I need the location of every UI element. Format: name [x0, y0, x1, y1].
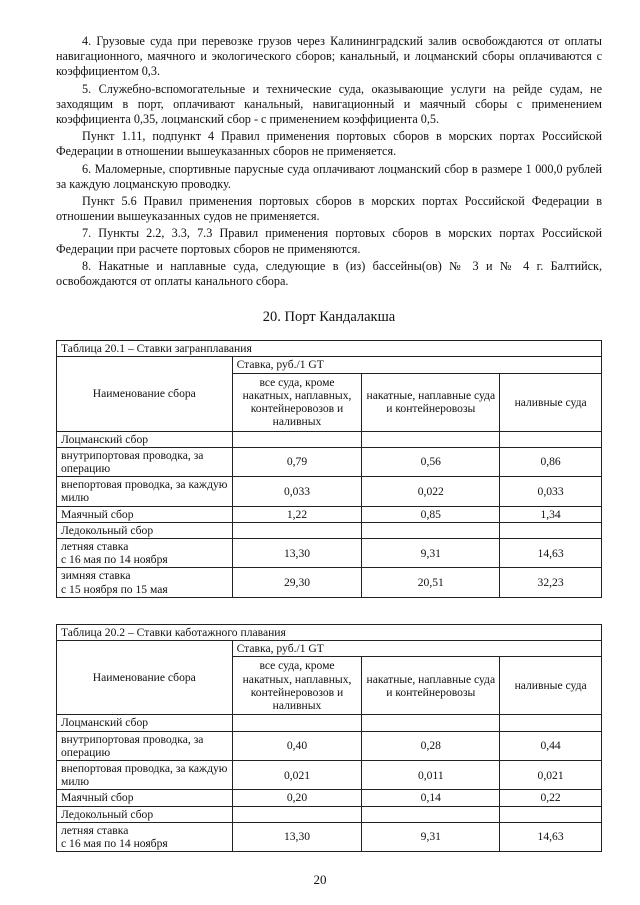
column-header-rate: Ставка, руб./1 GT — [232, 357, 601, 373]
value-tankers-cell — [500, 806, 602, 822]
value-all-vessels-cell — [232, 806, 362, 822]
value-tankers-cell: 0,22 — [500, 790, 602, 806]
value-roro-container-cell — [362, 806, 500, 822]
value-all-vessels-cell: 13,30 — [232, 539, 362, 568]
table-row — [57, 477, 602, 506]
row-name-cell: зимняя ставка с 15 ноября по 15 мая — [57, 568, 233, 597]
value-roro-container-cell: 0,14 — [362, 790, 500, 806]
paragraph-5: 5. Служебно-вспомогательные и технические суда, оказывающие услуги на рейде судам, не заходящим в порт, оплачивают канальный, навигационный и маячный сборы с применением коэффициента 0,35, лоцманский сбор - с применением коэффициента 0,5. — [56, 81, 602, 127]
row-name-cell: Ледокольный сбор — [57, 806, 233, 822]
value-roro-container-cell: 0,022 — [362, 477, 500, 506]
rates-table-foreign — [56, 340, 602, 598]
table-row — [57, 447, 602, 476]
value-roro-container-cell: 0,85 — [362, 506, 500, 522]
row-name-cell: летняя ставка с 16 мая по 14 ноября — [57, 539, 233, 568]
table-caption-row — [57, 341, 602, 357]
value-all-vessels-cell: 29,30 — [232, 568, 362, 597]
value-tankers-cell — [500, 715, 602, 731]
column-header-rate: Ставка, руб./1 GT — [232, 641, 601, 657]
value-tankers-cell: 14,63 — [500, 822, 602, 851]
section-heading: 20. Порт Кандалакша — [262, 309, 396, 326]
value-tankers-cell: 0,021 — [500, 760, 602, 789]
paragraph-4: 4. Грузовые суда при перевозке грузов через Калининградский залив освобождаются от оплаты навигационного, маячного и экологического сборов; канальный, и лоцманский сборы оплачиваются с коэффициентом 0,3. — [56, 34, 602, 79]
page-number: 20 — [313, 872, 327, 887]
row-name-cell: Маячный сбор — [57, 506, 233, 522]
value-roro-container-cell: 9,31 — [362, 539, 500, 568]
value-all-vessels-cell — [232, 715, 362, 731]
document-page — [56, 34, 602, 878]
table-row — [57, 790, 602, 806]
table-caption-row — [57, 624, 602, 640]
column-header-tankers: наливные суда — [500, 657, 602, 715]
value-all-vessels-cell: 0,021 — [232, 760, 362, 789]
value-roro-container-cell: 9,31 — [362, 822, 500, 851]
table-row — [57, 539, 602, 568]
value-roro-container-cell: 0,011 — [362, 760, 500, 789]
table-caption: Таблица 20.1 – Ставки загранплавания — [57, 341, 602, 357]
value-tankers-cell — [500, 522, 602, 538]
table-row — [57, 568, 602, 597]
value-tankers-cell: 0,44 — [500, 731, 602, 760]
table-row — [57, 715, 602, 731]
value-all-vessels-cell — [232, 431, 362, 447]
table-row — [57, 522, 602, 538]
row-name-cell: внутрипортовая проводка, за операцию — [57, 731, 233, 760]
table-row — [57, 431, 602, 447]
row-name-cell: внепортовая проводка, за каждую милю — [57, 477, 233, 506]
row-name-cell: Лоцманский сбор — [57, 431, 233, 447]
value-all-vessels-cell — [232, 522, 362, 538]
value-all-vessels-cell: 0,40 — [232, 731, 362, 760]
column-header-all-vessels: все суда, кроме накатных, наплавных, контейнеровозов и наливных — [232, 373, 362, 431]
value-tankers-cell: 1,34 — [500, 506, 602, 522]
column-header-name: Наименование сбора — [57, 357, 233, 431]
value-roro-container-cell — [362, 431, 500, 447]
table-row — [57, 731, 602, 760]
table-row — [57, 822, 602, 851]
value-tankers-cell — [500, 431, 602, 447]
row-name-cell: Лоцманский сбор — [57, 715, 233, 731]
table-header-row — [57, 357, 602, 373]
table-body — [57, 715, 602, 852]
row-name-cell: внутрипортовая проводка, за операцию — [57, 447, 233, 476]
value-all-vessels-cell: 1,22 — [232, 506, 362, 522]
value-roro-container-cell: 20,51 — [362, 568, 500, 597]
value-tankers-cell: 0,033 — [500, 477, 602, 506]
row-name-cell: Ледокольный сбор — [57, 522, 233, 538]
row-name-cell: внепортовая проводка, за каждую милю — [57, 760, 233, 789]
value-roro-container-cell — [362, 715, 500, 731]
rates-table-coastal — [56, 624, 602, 852]
value-all-vessels-cell: 0,033 — [232, 477, 362, 506]
table-row — [57, 806, 602, 822]
column-header-name: Наименование сбора — [57, 641, 233, 715]
column-header-tankers: наливные суда — [500, 373, 602, 431]
table-row — [57, 506, 602, 522]
table-header-row — [57, 641, 602, 657]
column-header-all-vessels: все суда, кроме накатных, наплавных, контейнеровозов и наливных — [232, 657, 362, 715]
value-roro-container-cell: 0,28 — [362, 731, 500, 760]
paragraph-6-note: Пункт 5.6 Правил применения портовых сборов в морских портах Российской Федерации в отношении вышеуказанных судов не применяется. — [56, 194, 602, 224]
value-roro-container-cell: 0,56 — [362, 447, 500, 476]
value-all-vessels-cell: 0,79 — [232, 447, 362, 476]
paragraph-7: 7. Пункты 2.2, 3.3, 7.3 Правил применения портовых сборов в морских портах Российской Федерации при расчете портовых сборов не применяются. — [56, 226, 602, 256]
paragraph-8: 8. Накатные и наплавные суда, следующие в (из) бассейны(ов) № 3 и № 4 г. Балтийск, освобождаются от оплаты канального сбора. — [56, 258, 602, 289]
paragraph-6: 6. Маломерные, спортивные парусные суда оплачивают лоцманский сбор в размере 1 000,0 рублей за каждую лоцманскую проводку. — [56, 161, 602, 191]
paragraph-5-note: Пункт 1.11, подпункт 4 Правил применения портовых сборов в морских портах Российской Федерации в отношении вышеуказанных сборов не применяется. — [56, 129, 602, 159]
table-body — [57, 431, 602, 597]
value-tankers-cell: 32,23 — [500, 568, 602, 597]
value-roro-container-cell — [362, 522, 500, 538]
value-all-vessels-cell: 13,30 — [232, 822, 362, 851]
table-caption: Таблица 20.2 – Ставки каботажного плавания — [57, 624, 602, 640]
value-tankers-cell: 0,86 — [500, 447, 602, 476]
row-name-cell: Маячный сбор — [57, 790, 233, 806]
value-all-vessels-cell: 0,20 — [232, 790, 362, 806]
value-tankers-cell: 14,63 — [500, 539, 602, 568]
column-header-roro-container: накатные, наплавные суда и контейнеровозы — [362, 657, 500, 715]
table-row — [57, 760, 602, 789]
column-header-roro-container: накатные, наплавные суда и контейнеровозы — [362, 373, 500, 431]
row-name-cell: летняя ставка с 16 мая по 14 ноября — [57, 822, 233, 851]
